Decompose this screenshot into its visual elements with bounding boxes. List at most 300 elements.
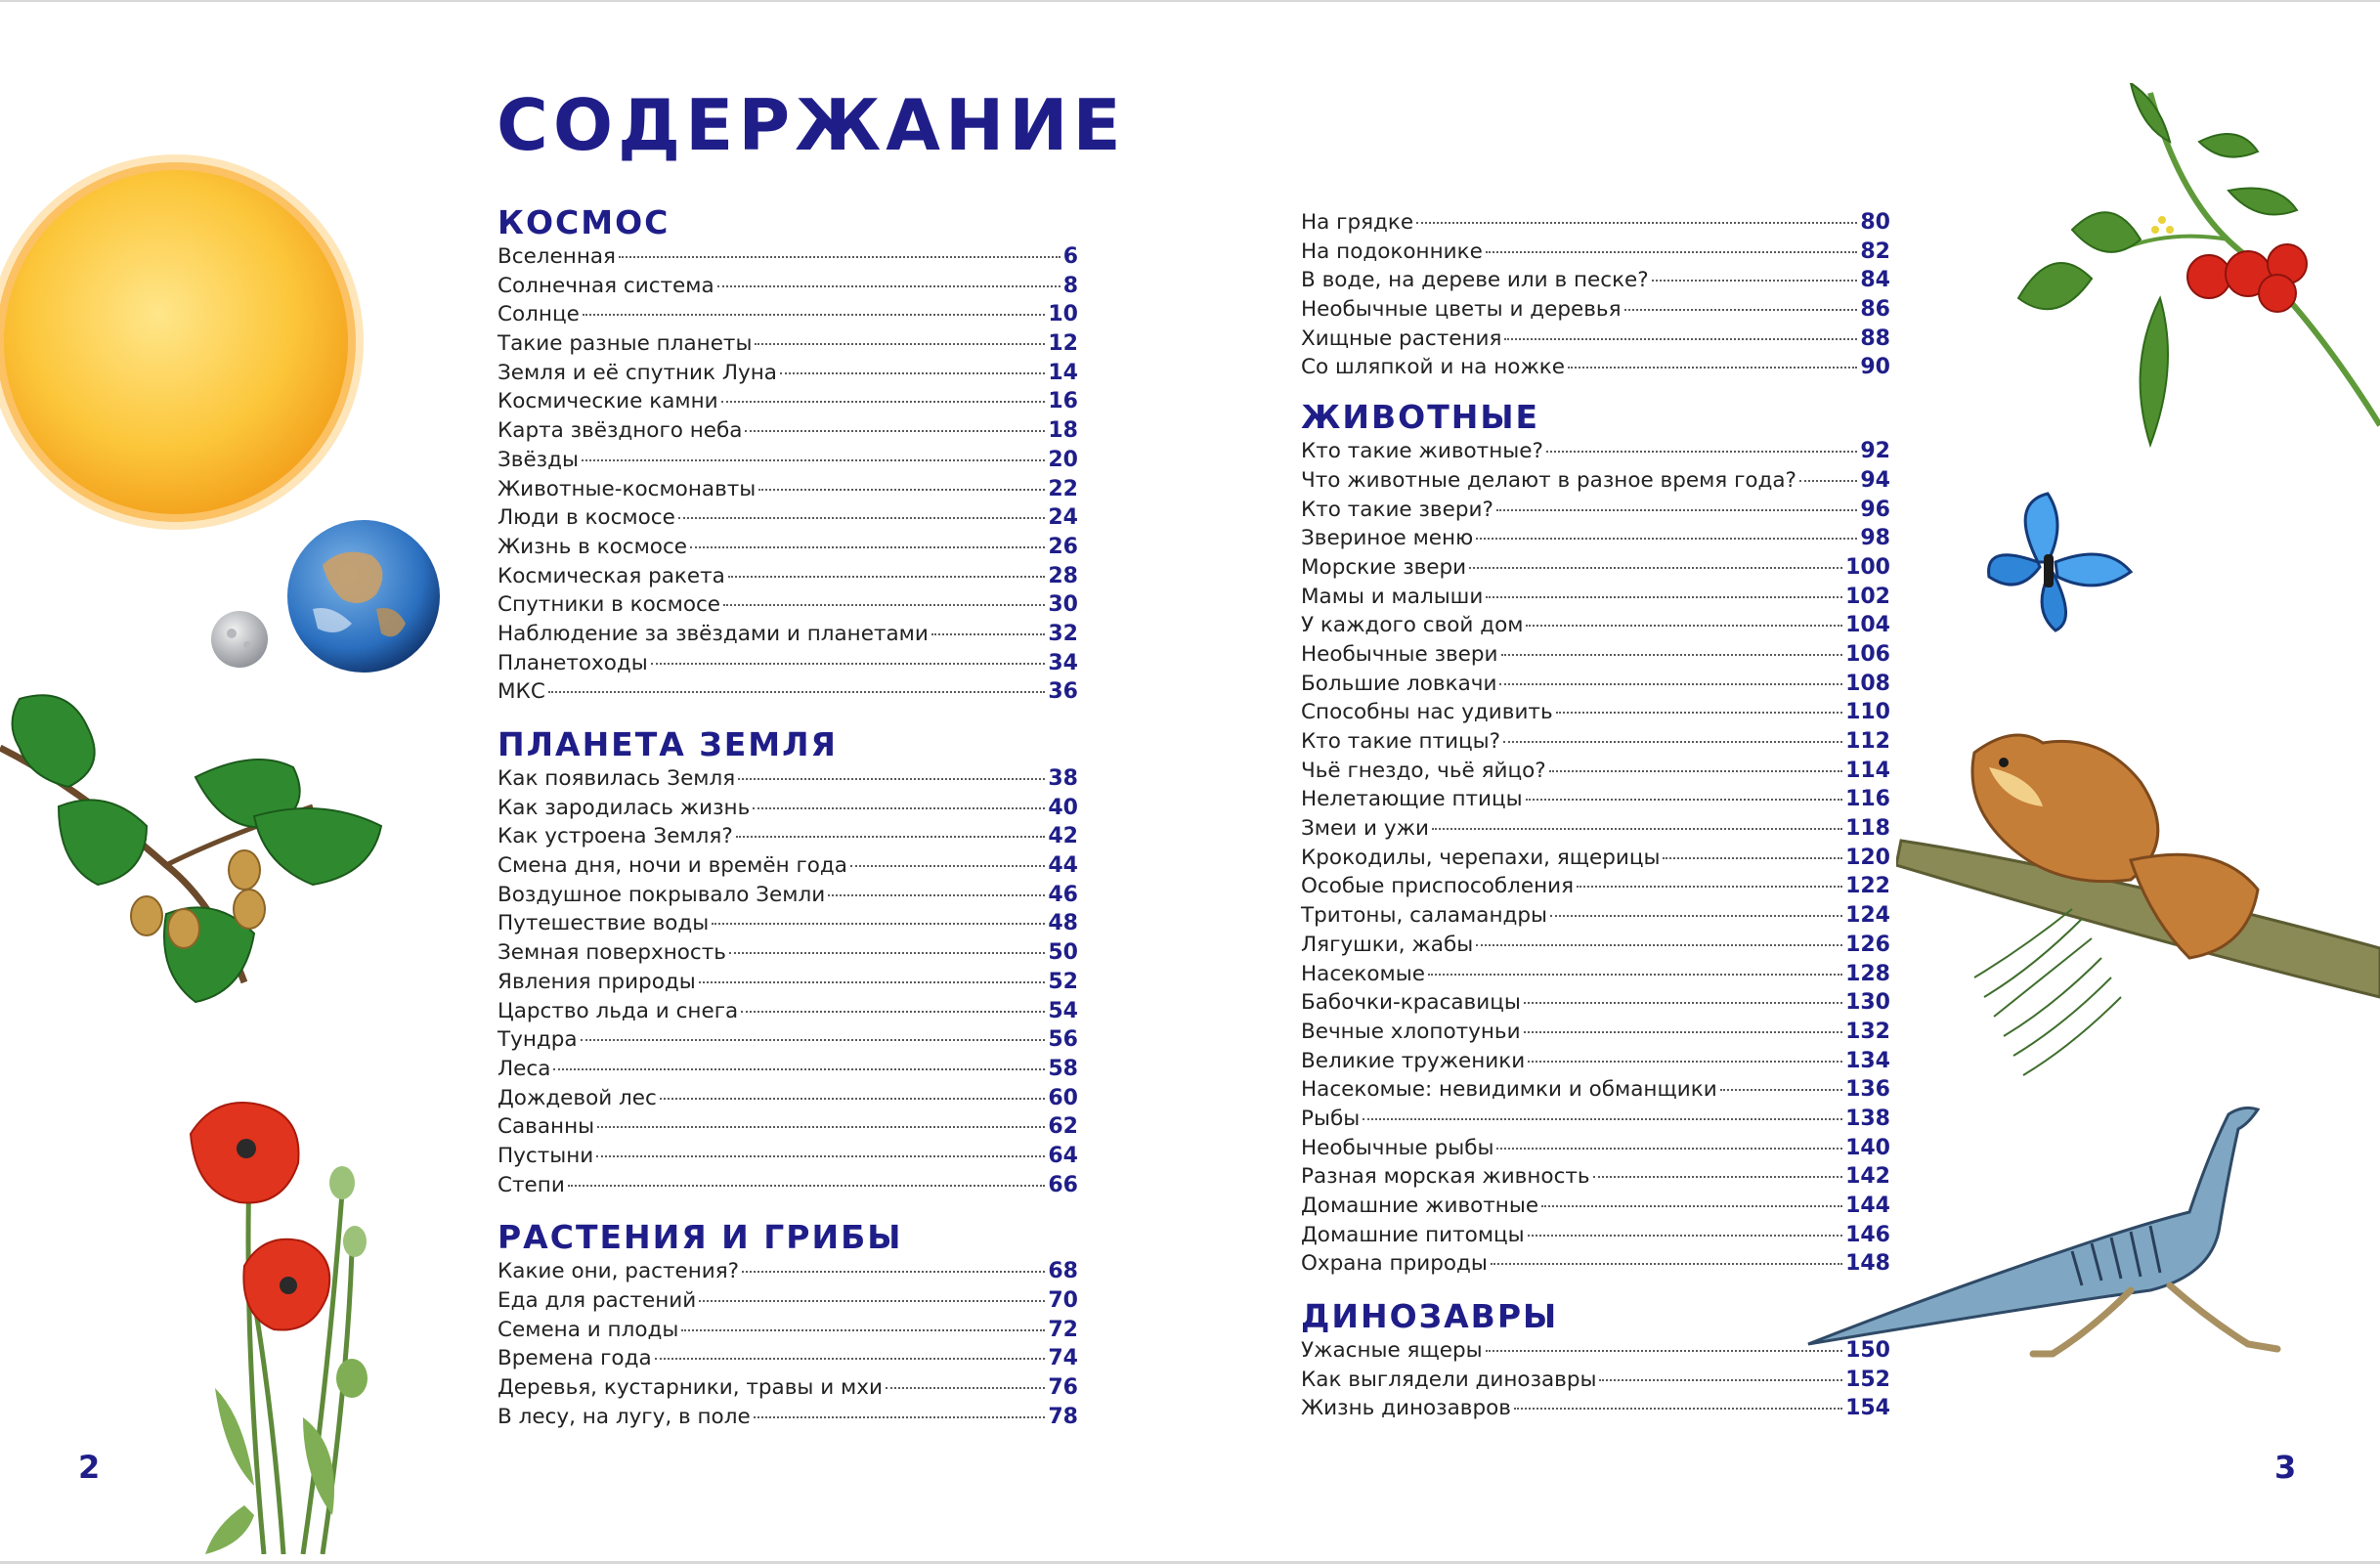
- toc-entry-leader-dots: [728, 576, 1046, 578]
- toc-entry-title: Звёзды: [498, 447, 579, 472]
- toc-entry-page-number: 26: [1048, 534, 1078, 559]
- toc-entry-leader-dots: [742, 1271, 1045, 1273]
- toc-entry-page-number: 18: [1048, 418, 1078, 444]
- toc-entry-title: Тритоны, саламандры: [1301, 903, 1547, 929]
- toc-entry: [498, 329, 1078, 359]
- toc-entry: [1301, 1221, 1890, 1250]
- toc-entry: [498, 1316, 1078, 1345]
- toc-entry-leader-dots: [1504, 338, 1857, 340]
- toc-entry-title: Змеи и ужи: [1301, 816, 1429, 842]
- toc-entry-leader-dots: [721, 401, 1046, 403]
- toc-entry: [498, 1112, 1078, 1142]
- toc-entry: [1301, 757, 1890, 786]
- toc-entry-title: МКС: [498, 679, 545, 705]
- toc-entry-leader-dots: [1577, 886, 1842, 888]
- toc-entry-page-number: 120: [1845, 845, 1890, 870]
- toc-entry-leader-dots: [736, 836, 1046, 838]
- toc-entry: [1301, 611, 1890, 640]
- toc-entry: [498, 272, 1078, 301]
- toc-entry-title: У каждого свой дом: [1301, 613, 1524, 638]
- toc-entry-title: Насекомые: [1301, 961, 1425, 986]
- toc-entry: [498, 562, 1078, 591]
- toc-entry-title: Как устроена Земля?: [498, 824, 733, 849]
- toc-entry: [1301, 640, 1890, 670]
- toc-entry-leader-dots: [1526, 799, 1842, 801]
- toc-entry-leader-dots: [1556, 712, 1842, 714]
- toc-entry-page-number: 64: [1048, 1143, 1078, 1168]
- toc-entry-leader-dots: [1524, 1031, 1843, 1033]
- toc-entry: [1301, 698, 1890, 727]
- toc-entry-title: Земля и её спутник Луна: [498, 360, 777, 385]
- tomato-branch-illustration: [2013, 83, 2380, 455]
- toc-entry-page-number: 110: [1845, 700, 1890, 725]
- toc-entry-title: Вселенная: [498, 244, 616, 269]
- toc-entry-page-number: 94: [1860, 467, 1890, 493]
- toc-entry: [498, 475, 1078, 504]
- toc-entry-page-number: 70: [1048, 1288, 1078, 1313]
- toc-entry-title: Явления природы: [498, 969, 696, 994]
- toc-entry: [1301, 466, 1890, 496]
- toc-entry-leader-dots: [1526, 625, 1842, 627]
- toc-entry-page-number: 32: [1048, 621, 1078, 646]
- toc-entry-title: Степи: [498, 1172, 565, 1197]
- toc-entry-page-number: 154: [1845, 1396, 1890, 1421]
- toc-entry: [1301, 988, 1890, 1018]
- toc-entry: [1301, 437, 1890, 466]
- toc-entry-leader-dots: [712, 923, 1045, 925]
- toc-entry-page-number: 60: [1048, 1085, 1078, 1110]
- toc-entry-leader-dots: [1491, 1263, 1842, 1265]
- toc-entry: [498, 503, 1078, 533]
- toc-entry: [498, 1025, 1078, 1055]
- toc-entry-title: Пустыни: [498, 1143, 594, 1168]
- section-heading-plants: РАСТЕНИЯ И ГРИБЫ: [498, 1218, 903, 1257]
- toc-entry-leader-dots: [717, 285, 1060, 287]
- toc-entry-leader-dots: [553, 1068, 1045, 1070]
- toc-entry-leader-dots: [1624, 309, 1858, 311]
- toc-entry-title: Необычные рыбы: [1301, 1135, 1494, 1160]
- toc-entry-page-number: 122: [1845, 874, 1890, 899]
- toc-entry-page-number: 28: [1048, 563, 1078, 588]
- butterfly-illustration: [1979, 484, 2136, 640]
- toc-entry-title: Дождевой лес: [498, 1085, 657, 1110]
- toc-entry-title: Жизнь динозавров: [1301, 1396, 1511, 1421]
- toc-entry-leader-dots: [1416, 222, 1857, 224]
- toc-entry-title: Рыбы: [1301, 1106, 1361, 1131]
- toc-entry-page-number: 44: [1048, 853, 1078, 879]
- toc-entry-page-number: 78: [1048, 1404, 1078, 1429]
- toc-entry-title: Что животные делают в разное время года?: [1301, 467, 1796, 493]
- toc-entry-leader-dots: [1528, 1235, 1842, 1237]
- toc-entry-title: Жизнь в космосе: [498, 534, 688, 559]
- toc-entry-title: На подоконнике: [1301, 239, 1483, 264]
- toc-entry-title: Космические камни: [498, 389, 718, 414]
- toc-entry-leader-dots: [1432, 828, 1842, 830]
- toc-entry-title: Космическая ракета: [498, 563, 725, 588]
- toc-entry-leader-dots: [548, 691, 1046, 693]
- toc-entry: [498, 446, 1078, 475]
- toc-entry-title: Звериное меню: [1301, 526, 1474, 551]
- toc-entry-title: Царство льда и снега: [498, 998, 739, 1023]
- toc-entry-page-number: 146: [1845, 1222, 1890, 1247]
- toc-entry-page-number: 22: [1048, 476, 1078, 501]
- toc-entry: [1301, 931, 1890, 960]
- toc-entry-leader-dots: [1524, 1002, 1842, 1004]
- toc-entry: [498, 968, 1078, 997]
- toc-entry-title: Со шляпкой и на ножке: [1301, 355, 1566, 380]
- toc-entry-page-number: 52: [1048, 969, 1078, 994]
- toc-entry: [1301, 901, 1890, 931]
- page-title: СОДЕРЖАНИЕ: [497, 84, 1126, 166]
- toc-entry-leader-dots: [741, 1011, 1045, 1013]
- toc-entry-title: Лягушки, жабы: [1301, 932, 1474, 957]
- section-entries-dinosaurs: [1301, 1336, 1890, 1423]
- toc-entry-page-number: 40: [1048, 795, 1078, 820]
- toc-entry-leader-dots: [729, 952, 1045, 954]
- toc-entry-title: Спутники в космосе: [498, 592, 721, 618]
- toc-entry: [498, 822, 1078, 851]
- section-heading-earth: ПЛАНЕТА ЗЕМЛЯ: [498, 725, 838, 763]
- toc-entry-leader-dots: [1799, 480, 1857, 482]
- toc-entry-page-number: 130: [1845, 990, 1890, 1016]
- toc-entry-title: Такие разные планеты: [498, 331, 753, 357]
- toc-entry-page-number: 140: [1845, 1135, 1890, 1160]
- toc-entry-leader-dots: [828, 894, 1045, 896]
- toc-entry: [498, 909, 1078, 938]
- toc-entry-page-number: 112: [1845, 729, 1890, 754]
- toc-entry-leader-dots: [1486, 596, 1842, 598]
- toc-entry-title: Ужасные ящеры: [1301, 1338, 1483, 1364]
- toc-entry-title: Мамы и малыши: [1301, 584, 1484, 609]
- toc-entry-page-number: 14: [1048, 360, 1078, 385]
- toc-entry-page-number: 90: [1860, 355, 1890, 380]
- toc-entry-title: Животные-космонавты: [498, 476, 757, 501]
- page-number-right: 3: [2274, 1449, 2297, 1486]
- toc-entry-title: Домашние питомцы: [1301, 1222, 1525, 1247]
- poppy-illustration: [156, 1095, 381, 1554]
- toc-entry: [498, 416, 1078, 446]
- toc-entry-page-number: 132: [1845, 1019, 1890, 1044]
- toc-entry-title: Наблюдение за звёздами и планетами: [498, 621, 929, 646]
- toc-entry: [1301, 1366, 1890, 1395]
- toc-entry: [1301, 1162, 1890, 1192]
- toc-entry-leader-dots: [678, 517, 1046, 519]
- toc-entry-page-number: 92: [1860, 439, 1890, 464]
- toc-entry-page-number: 98: [1860, 526, 1890, 551]
- toc-entry: [498, 533, 1078, 562]
- toc-entry: [498, 1257, 1078, 1286]
- toc-entry-page-number: 12: [1048, 331, 1078, 357]
- section-entries-animals: [1301, 437, 1890, 1279]
- toc-entry-page-number: 88: [1860, 326, 1890, 351]
- toc-entry-leader-dots: [1514, 1408, 1842, 1410]
- toc-entry-page-number: 148: [1845, 1251, 1890, 1277]
- toc-entry-leader-dots: [619, 256, 1060, 258]
- toc-entry-title: Разная морская живность: [1301, 1164, 1590, 1190]
- toc-entry: [1301, 583, 1890, 612]
- toc-entry-page-number: 84: [1860, 268, 1890, 293]
- toc-entry-page-number: 108: [1845, 671, 1890, 696]
- toc-entry-page-number: 30: [1048, 592, 1078, 618]
- toc-entry-leader-dots: [660, 1098, 1046, 1100]
- toc-entry-leader-dots: [1541, 1205, 1842, 1207]
- toc-entry-leader-dots: [1476, 944, 1842, 946]
- toc-entry: [1301, 872, 1890, 901]
- toc-entry-page-number: 82: [1860, 239, 1890, 264]
- toc-entry: [1301, 844, 1890, 873]
- toc-entry-title: Морские звери: [1301, 554, 1467, 580]
- toc-entry: [498, 1373, 1078, 1403]
- toc-entry-leader-dots: [1652, 280, 1858, 282]
- toc-entry-page-number: 100: [1845, 554, 1890, 580]
- toc-entry-leader-dots: [581, 1039, 1046, 1041]
- toc-entry-leader-dots: [1550, 915, 1842, 917]
- earth-illustration: [283, 516, 445, 677]
- toc-entry-title: Люди в космосе: [498, 505, 675, 531]
- toc-entry-title: В лесу, на лугу, в поле: [498, 1404, 751, 1429]
- toc-entry: [1301, 960, 1890, 989]
- toc-entry-title: Смена дня, ночи и времён года: [498, 853, 847, 879]
- toc-entry-page-number: 38: [1048, 766, 1078, 791]
- toc-entry-title: Тундра: [498, 1027, 578, 1053]
- toc-entry: [1301, 524, 1890, 553]
- toc-entry: [1301, 208, 1890, 238]
- toc-entry-leader-dots: [568, 1185, 1046, 1187]
- toc-entry-title: На грядке: [1301, 210, 1414, 235]
- toc-entry-page-number: 56: [1048, 1027, 1078, 1053]
- toc-entry-leader-dots: [582, 459, 1045, 461]
- toc-entry-leader-dots: [651, 663, 1046, 665]
- toc-entry-leader-dots: [754, 1416, 1046, 1418]
- toc-entry-page-number: 136: [1845, 1077, 1890, 1103]
- toc-entry: [498, 794, 1078, 823]
- toc-entry: [498, 1055, 1078, 1084]
- toc-entry: [498, 938, 1078, 968]
- section-heading-dinosaurs: ДИНОЗАВРЫ: [1301, 1297, 1559, 1336]
- toc-entry-leader-dots: [1363, 1118, 1842, 1120]
- toc-entry: [1301, 814, 1890, 844]
- toc-entry-page-number: 16: [1048, 389, 1078, 414]
- toc-entry: [1301, 1394, 1890, 1423]
- toc-entry: [498, 649, 1078, 678]
- toc-entry-page-number: 114: [1845, 758, 1890, 783]
- toc-entry-leader-dots: [1501, 654, 1843, 656]
- toc-entry: [1301, 1134, 1890, 1163]
- toc-entry: [498, 1403, 1078, 1432]
- toc-entry-page-number: 54: [1048, 998, 1078, 1023]
- toc-entry-title: Кто такие птицы?: [1301, 729, 1501, 754]
- toc-entry-leader-dots: [850, 865, 1045, 867]
- toc-entry: [1301, 785, 1890, 814]
- toc-entry-title: Деревья, кустарники, травы и мхи: [498, 1375, 883, 1401]
- toc-left-column: [498, 203, 1078, 1431]
- toc-entry-page-number: 42: [1048, 824, 1078, 849]
- toc-entry: [1301, 1075, 1890, 1105]
- toc-entry-page-number: 124: [1845, 903, 1890, 929]
- toc-entry-title: Великие труженики: [1301, 1048, 1526, 1073]
- toc-entry-leader-dots: [597, 1126, 1045, 1128]
- toc-entry-leader-dots: [681, 1329, 1045, 1331]
- toc-entry-title: Леса: [498, 1056, 551, 1081]
- toc-entry-title: Особые приспособления: [1301, 874, 1575, 899]
- toc-entry-title: Земная поверхность: [498, 940, 726, 966]
- toc-entry-page-number: 102: [1845, 584, 1890, 609]
- toc-entry-leader-dots: [886, 1387, 1045, 1389]
- section-heading-animals: ЖИВОТНЫЕ: [1301, 398, 1540, 437]
- toc-entry: [1301, 353, 1890, 382]
- toc-entry-page-number: 48: [1048, 911, 1078, 936]
- toc-entry-leader-dots: [1496, 1148, 1842, 1150]
- toc-entry-leader-dots: [1568, 367, 1857, 369]
- toc-entry: [498, 300, 1078, 329]
- toc-entry-title: Бабочки-красавицы: [1301, 990, 1521, 1016]
- toc-entry-page-number: 150: [1845, 1338, 1890, 1364]
- toc-entry-page-number: 68: [1048, 1259, 1078, 1284]
- toc-entry: [498, 997, 1078, 1026]
- moon-illustration: [208, 608, 271, 671]
- toc-entry-title: Путешествие воды: [498, 911, 710, 936]
- toc-entry-title: Какие они, растения?: [498, 1259, 740, 1284]
- toc-entry-title: Насекомые: невидимки и обманщики: [1301, 1077, 1717, 1103]
- oak-branch-illustration: [0, 689, 401, 1021]
- toc-entry-title: Семена и плоды: [498, 1317, 679, 1342]
- toc-entry-leader-dots: [1428, 974, 1842, 976]
- toc-entry-title: Времена года: [498, 1346, 652, 1371]
- toc-entry-leader-dots: [755, 343, 1045, 345]
- toc-entry-leader-dots: [753, 807, 1045, 809]
- section-entries-earth: [498, 764, 1078, 1199]
- toc-entry: [498, 1142, 1078, 1171]
- toc-entry-page-number: 152: [1845, 1367, 1890, 1392]
- toc-entry-page-number: 24: [1048, 505, 1078, 531]
- toc-entry-title: Планетоходы: [498, 650, 648, 675]
- toc-entry-page-number: 10: [1048, 302, 1078, 327]
- toc-entry-page-number: 142: [1845, 1164, 1890, 1190]
- toc-entry-page-number: 144: [1845, 1194, 1890, 1218]
- toc-entry: [1301, 1018, 1890, 1047]
- toc-entry-title: Как появилась Земля: [498, 766, 736, 791]
- toc-entry: [498, 590, 1078, 620]
- toc-entry: [1301, 670, 1890, 699]
- toc-entry-title: Необычные звери: [1301, 641, 1498, 667]
- toc-entry-page-number: 50: [1048, 940, 1078, 966]
- toc-entry-leader-dots: [745, 430, 1045, 432]
- toc-entry: [498, 764, 1078, 794]
- toc-entry-title: Способны нас удивить: [1301, 700, 1553, 725]
- toc-entry: [1301, 553, 1890, 583]
- toc-entry: [1301, 1047, 1890, 1076]
- section-heading-cosmos: КОСМОС: [498, 203, 671, 241]
- toc-entry: [498, 1084, 1078, 1113]
- toc-entry-leader-dots: [1528, 1061, 1842, 1063]
- toc-entry-title: Карта звёздного неба: [498, 418, 743, 444]
- toc-entry-title: Солнечная система: [498, 273, 714, 298]
- toc-entry-page-number: 46: [1048, 882, 1078, 907]
- marten-illustration: [1896, 723, 2380, 1095]
- toc-entry-leader-dots: [758, 489, 1045, 491]
- toc-entry-page-number: 62: [1048, 1114, 1078, 1140]
- section-entries-plants: [498, 1257, 1078, 1431]
- toc-entry-leader-dots: [1593, 1176, 1842, 1178]
- toc-entry-page-number: 134: [1845, 1048, 1890, 1073]
- toc-entry-title: Домашние животные: [1301, 1194, 1539, 1218]
- toc-entry-leader-dots: [931, 633, 1046, 635]
- toc-entry-title: Вечные хлопотуньи: [1301, 1019, 1521, 1044]
- toc-entry-page-number: 34: [1048, 650, 1078, 675]
- toc-entry: [1301, 496, 1890, 525]
- toc-entry-page-number: 138: [1845, 1106, 1890, 1131]
- toc-entry-leader-dots: [1496, 509, 1858, 511]
- toc-entry-leader-dots: [1469, 567, 1842, 569]
- toc-entry-page-number: 104: [1845, 613, 1890, 638]
- toc-entry-title: Хищные растения: [1301, 326, 1502, 351]
- toc-entry-page-number: 6: [1062, 244, 1078, 269]
- toc-entry-title: В воде, на дереве или в песке?: [1301, 268, 1649, 293]
- toc-entry-leader-dots: [1663, 857, 1842, 859]
- toc-entry-title: Саванны: [498, 1114, 595, 1140]
- toc-right-column: [1301, 208, 1890, 1423]
- toc-entry-leader-dots: [738, 778, 1045, 780]
- toc-entry-title: Крокодилы, черепахи, ящерицы: [1301, 845, 1661, 870]
- page-number-left: 2: [78, 1449, 101, 1486]
- toc-entry-page-number: 80: [1860, 210, 1890, 235]
- toc-entry: [498, 881, 1078, 910]
- toc-entry: [1301, 727, 1890, 757]
- toc-entry-title: Воздушное покрывало Земли: [498, 882, 826, 907]
- toc-entry-title: Как выглядели динозавры: [1301, 1367, 1597, 1392]
- toc-entry-leader-dots: [690, 546, 1045, 548]
- toc-entry-page-number: 36: [1048, 679, 1078, 705]
- toc-entry: [498, 620, 1078, 649]
- toc-entry-title: Необычные цветы и деревья: [1301, 297, 1622, 323]
- toc-entry-page-number: 128: [1845, 961, 1890, 986]
- toc-entry-title: Солнце: [498, 302, 580, 327]
- section-entries-cosmos: [498, 242, 1078, 707]
- toc-entry-leader-dots: [1486, 1350, 1842, 1352]
- toc-entry: [498, 387, 1078, 416]
- toc-entry-title: Большие ловкачи: [1301, 671, 1497, 696]
- toc-entry: [498, 1344, 1078, 1373]
- toc-entry-page-number: 66: [1048, 1172, 1078, 1197]
- toc-entry: [498, 851, 1078, 881]
- toc-entry: [1301, 1249, 1890, 1279]
- toc-entry-leader-dots: [1720, 1089, 1842, 1091]
- toc-entry-page-number: 116: [1845, 787, 1890, 812]
- toc-entry-leader-dots: [655, 1358, 1046, 1360]
- toc-entry: [1301, 325, 1890, 354]
- toc-entry: [498, 1171, 1078, 1200]
- toc-entry-leader-dots: [699, 981, 1046, 983]
- toc-entry-page-number: 118: [1845, 816, 1890, 842]
- toc-entry-page-number: 126: [1845, 932, 1890, 957]
- toc-entry-page-number: 8: [1062, 273, 1078, 298]
- toc-entry-leader-dots: [780, 372, 1045, 374]
- toc-entry-title: Нелетающие птицы: [1301, 787, 1523, 812]
- toc-entry-title: Кто такие звери?: [1301, 497, 1493, 522]
- toc-entry-title: Еда для растений: [498, 1288, 697, 1313]
- toc-entry-leader-dots: [1476, 538, 1857, 540]
- toc-entry-leader-dots: [596, 1155, 1045, 1157]
- toc-entry-leader-dots: [699, 1300, 1045, 1302]
- toc-entry: [1301, 295, 1890, 325]
- toc-entry-page-number: 58: [1048, 1056, 1078, 1081]
- toc-entry-leader-dots: [583, 314, 1046, 316]
- toc-entry-page-number: 72: [1048, 1317, 1078, 1342]
- toc-entry-page-number: 96: [1860, 497, 1890, 522]
- toc-entry-title: Как зародилась жизнь: [498, 795, 751, 820]
- sun-illustration: [0, 147, 371, 538]
- toc-entry-leader-dots: [1486, 251, 1858, 253]
